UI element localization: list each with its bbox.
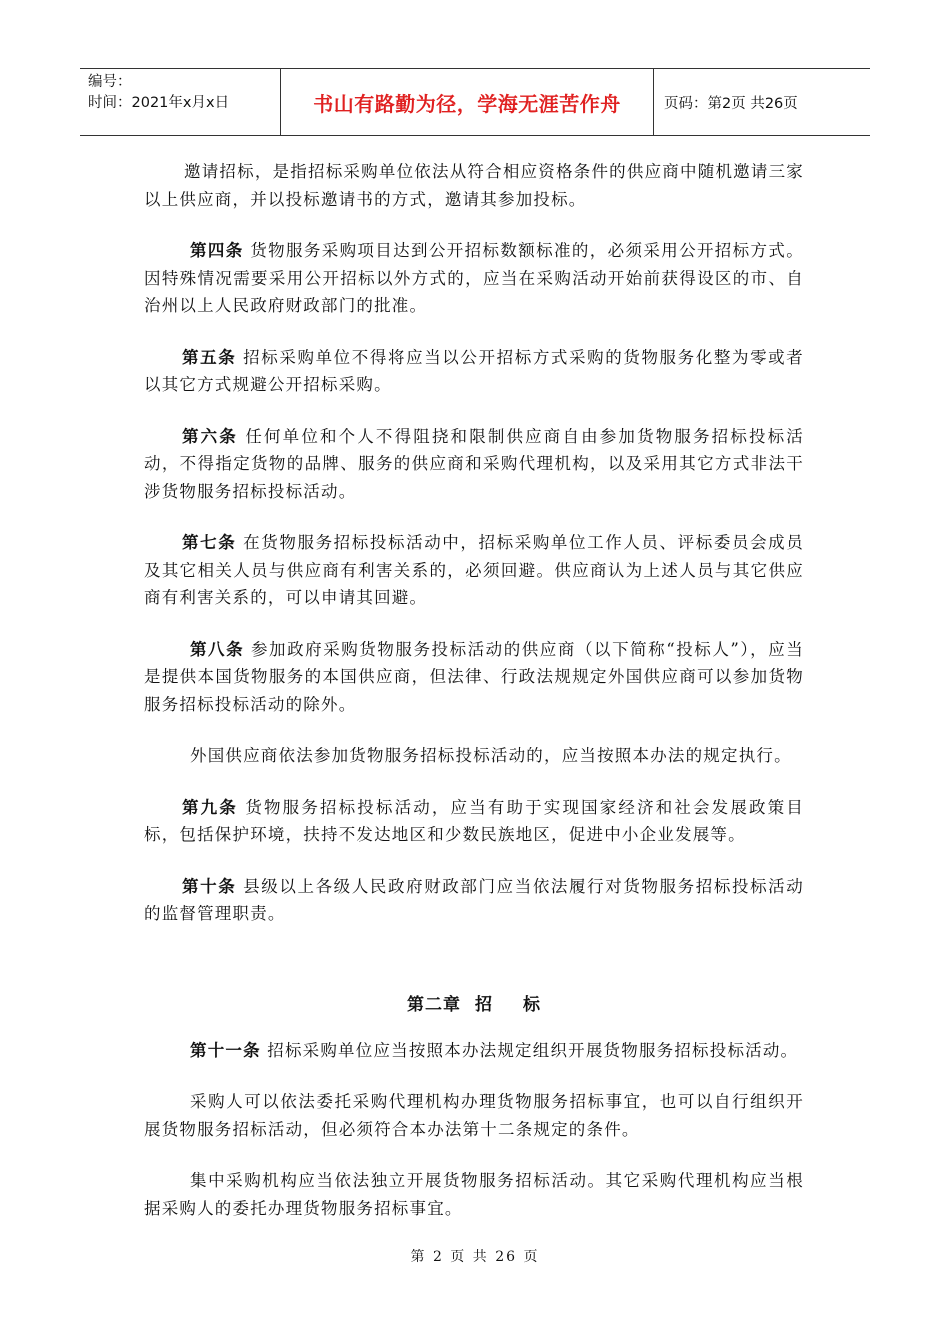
article-number: 第四条 — [190, 241, 244, 260]
page-footer — [0, 1246, 950, 1266]
paragraph — [144, 873, 804, 928]
paragraph-text: 邀请招标，是指招标采购单位依法从符合相应资格条件的供应商中随机邀请三家以上供应商，并以投标邀请书的方式，邀请其参加投标。 — [144, 162, 804, 209]
paragraph — [144, 344, 804, 399]
chapter-heading — [144, 990, 804, 1015]
header-motto-cell — [281, 69, 654, 135]
article-number: 第十条 — [182, 876, 237, 896]
footer-page-number: 第 2 页 共 26 页 — [410, 1249, 540, 1265]
paragraph — [144, 794, 804, 849]
article-number: 第六条 — [182, 426, 238, 446]
article-number: 第八条 — [190, 639, 245, 659]
paragraph — [144, 1088, 804, 1143]
paragraph-text: 招标采购单位不得将应当以公开招标方式采购的货物服务化整为零或者以其它方式规避公开招标采购。 — [144, 347, 804, 394]
paragraph — [144, 1037, 804, 1065]
paragraph-text: 招标采购单位应当按照本办法规定组织开展货物服务招标投标活动。 — [260, 1040, 799, 1060]
article-number: 第十一条 — [190, 1040, 261, 1060]
article-number: 第九条 — [182, 797, 238, 817]
paragraph-text: 货物服务采购项目达到公开招标数额标准的，必须采用公开招标方式。因特殊情况需要采用公开招标以外方式的，应当在采购活动开始前获得设区的市、自治州以上人民政府财政部门的批准。 — [144, 241, 804, 315]
time-label: 时间：2021年x月x日 — [88, 95, 230, 111]
paragraph-text: 县级以上各级人民政府财政部门应当依法履行对货物服务招标投标活动的监督管理职责。 — [144, 876, 804, 923]
page-label: 页码：第2页 共26页 — [664, 95, 798, 112]
chapter-number: 第二章 — [407, 994, 461, 1015]
article-number: 第七条 — [182, 533, 237, 552]
article-number: 第五条 — [182, 347, 237, 367]
chapter-title-char: 标 — [523, 994, 541, 1015]
paragraph-text: 参加政府采购货物服务投标活动的供应商（以下简称“投标人”），应当是提供本国货物服务的本国供应商，但法律、行政法规规定外国供应商可以参加货物服务招标投标活动的除外。 — [144, 639, 804, 714]
paragraph — [144, 742, 804, 770]
header-meta — [80, 69, 281, 135]
paragraph-text: 集中采购机构应当依法独立开展货物服务招标活动。其它采购代理机构应当根据采购人的委托办理货物服务招标事宜。 — [144, 1171, 804, 1218]
paragraph-text: 货物服务招标投标活动，应当有助于实现国家经济和社会发展政策目标，包括保护环境，扶持不发达地区和少数民族地区，促进中小企业发展等。 — [144, 797, 804, 844]
paragraph — [144, 1167, 804, 1222]
paragraph-text: 在货物服务招标投标活动中，招标采购单位工作人员、评标委员会成员及其它相关人员与供应商有利害关系的，必须回避。供应商认为上述人员与其它供应商有利害关系的，可以申请其回避。 — [144, 533, 804, 607]
paragraph — [144, 158, 804, 213]
paragraph-text: 采购人可以依法委托采购代理机构办理货物服务招标事宜，也可以自行组织开展货物服务招标活动，但必须符合本办法第十二条规定的条件。 — [144, 1092, 804, 1139]
document-body — [144, 158, 804, 1246]
header-page-cell — [654, 69, 870, 135]
paragraph — [144, 237, 804, 320]
paragraph — [144, 636, 804, 719]
paragraph-text: 外国供应商依法参加货物服务招标投标活动的，应当按照本办法的规定执行。 — [190, 746, 792, 765]
motto-text: 书山有路勤为径，学海无涯苦作舟 — [313, 91, 621, 116]
page-header — [80, 68, 870, 136]
chapter-title-char: 招 — [475, 994, 493, 1015]
paragraph-text: 任何单位和个人不得阻挠和限制供应商自由参加货物服务招标投标活动，不得指定货物的品牌、服务的供应商和采购代理机构，以及采用其它方式非法干涉货物服务招标投标活动。 — [144, 426, 804, 501]
paragraph — [144, 529, 804, 612]
number-label: 编号： — [88, 74, 132, 90]
paragraph — [144, 423, 804, 506]
